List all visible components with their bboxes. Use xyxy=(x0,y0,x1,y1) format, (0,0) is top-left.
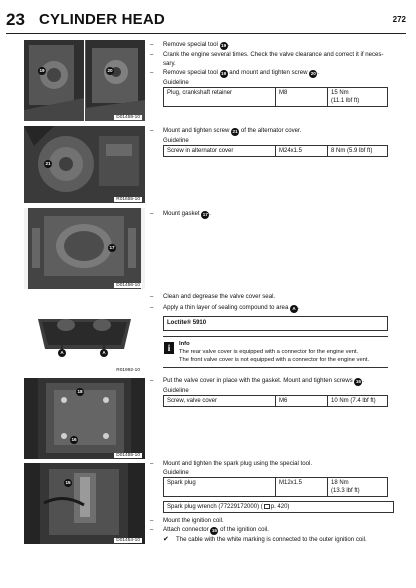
spec-table xyxy=(163,395,388,407)
spec-table xyxy=(163,145,388,157)
sealant-product: Loctite® 5910 xyxy=(163,316,388,331)
info-line: The rear valve cover is equipped with a connector for the engine vent. xyxy=(179,349,359,355)
spec-table xyxy=(163,87,388,107)
guideline-label: Guideline xyxy=(163,79,189,86)
page-reference-icon xyxy=(264,504,270,509)
step-attach-connector: – Attach connector 15 of the ignition coil. xyxy=(150,526,269,533)
figure-code: R01655-10 xyxy=(116,197,140,202)
callout-ref-17: 17 xyxy=(202,212,208,217)
dash-bullet: – xyxy=(150,517,154,524)
callout-ref-20: 20 xyxy=(310,71,316,76)
callout-ref-a: A xyxy=(290,305,298,313)
spec-item: Screw, valve cover xyxy=(164,396,276,407)
step-mount-screw-21: – Mount and tighten screw 21 of the alternator cover. xyxy=(150,127,302,134)
dash-bullet: – xyxy=(150,377,154,384)
info-box xyxy=(163,336,388,368)
step-mount-screw: – Remove special tool 19 and mount and tighten screw 20. xyxy=(150,69,319,76)
header-rule xyxy=(6,33,406,34)
spec-thread: M8 xyxy=(276,88,328,107)
spec-torque: 8 Nm (5.9 lbf ft) xyxy=(328,146,388,157)
guideline-label: Guideline xyxy=(163,137,189,144)
section-alternator-cover xyxy=(150,126,400,157)
spec-torque: 10 Nm (7.4 lbf ft) xyxy=(328,396,388,407)
step-remove-tool: – Remove special tool 19. xyxy=(150,41,230,48)
callout-20: 20 xyxy=(107,68,113,73)
spec-torque: 15 Nm (11.1 lbf ft) xyxy=(328,88,388,107)
callout-15: 15 xyxy=(65,480,71,485)
step-mount-spark-plug: – Mount and tighten the spark plug using the special tool. xyxy=(150,460,313,467)
figure-spark-plug xyxy=(24,463,145,544)
step-crank-engine: – Crank the engine several times. Check the valve clearance and correct it if neces- sary. xyxy=(150,51,384,67)
info-title: Info xyxy=(179,341,190,347)
step-place-valve-cover: – Put the valve cover in place with the gasket. Mount and tighten screws 16. xyxy=(150,377,365,384)
callout-18: 18 xyxy=(77,389,83,394)
dash-bullet: – xyxy=(150,69,154,76)
callout-17: 17 xyxy=(109,245,115,250)
spec-thread: M12x1.5 xyxy=(276,478,328,497)
callout-19: 19 xyxy=(39,68,45,73)
section-spark-plug xyxy=(150,459,400,544)
callout-a-left: A xyxy=(58,349,66,357)
spec-torque: 18 Nm (13.3 lbf ft) xyxy=(328,478,388,497)
guideline-label: Guideline xyxy=(163,387,189,394)
page-reference[interactable]: p. 420) xyxy=(270,504,290,510)
callout-a-right: A xyxy=(100,349,108,357)
info-line: The front valve cover is not equipped with a connector for the engine vent. xyxy=(179,357,370,363)
callout-21: 21 xyxy=(45,161,51,166)
special-tool: Spark plug wrench (77229172000) ( p. 420) xyxy=(164,502,394,513)
section-valve-cover-mount xyxy=(150,376,400,407)
section-gasket xyxy=(150,209,400,219)
spec-table xyxy=(163,477,388,497)
dash-bullet: – xyxy=(150,41,154,48)
figure-alternator-cover xyxy=(24,126,145,203)
callout-16: 16 xyxy=(71,437,77,442)
figure-gasket xyxy=(24,208,145,289)
figure-code: R01992-10 xyxy=(116,368,140,373)
step-clean-seal: – Clean and degrease the valve cover seal. xyxy=(150,293,276,300)
section-valve-cover-seal xyxy=(150,292,400,368)
figure-code: D01456-10 xyxy=(116,283,140,288)
figure-valve-cover-screws xyxy=(24,378,145,459)
chapter-number: 23 xyxy=(6,10,25,29)
section-crankshaft xyxy=(150,40,400,107)
callout-ref-15: 15 xyxy=(211,528,217,533)
step-mount-gasket: – Mount gasket 17. xyxy=(150,210,211,217)
check-icon: ✔ xyxy=(163,536,169,543)
figure-code: D01459-10 xyxy=(116,115,140,120)
figure-valve-cover-seal xyxy=(24,293,145,374)
page-header xyxy=(6,10,408,30)
chapter-title: CYLINDER HEAD xyxy=(39,11,165,28)
step-apply-sealant: – Apply a thin layer of sealing compound to area A . xyxy=(150,304,300,311)
spec-item: Spark plug xyxy=(164,478,276,497)
spec-thread: M6 xyxy=(276,396,328,407)
info-icon: i xyxy=(164,342,174,354)
figure-code: D01455-10 xyxy=(116,453,140,458)
spec-item: Plug, crankshaft retainer xyxy=(164,88,276,107)
step-mount-ignition-coil: – Mount the ignition coil. xyxy=(150,517,224,524)
dash-bullet: – xyxy=(150,460,154,467)
callout-ref-16: 16 xyxy=(355,379,361,384)
spec-thread: M24x1.5 xyxy=(276,146,328,157)
dash-bullet: – xyxy=(150,127,154,134)
dash-bullet: – xyxy=(150,304,154,311)
check-result: ✔ The cable with the white marking is connected to the outer ignition coil. xyxy=(163,536,367,543)
dash-bullet: – xyxy=(150,293,154,300)
spec-item: Screw in alternator cover xyxy=(164,146,276,157)
figure-code: D01454-10 xyxy=(116,538,140,543)
callout-ref-21: 21 xyxy=(232,129,238,134)
guideline-label: Guideline xyxy=(163,469,189,476)
tool-table xyxy=(163,501,394,513)
page-number: 272 xyxy=(392,15,406,24)
callout-ref-19: 19 xyxy=(221,71,227,76)
dash-bullet: – xyxy=(150,210,154,217)
callout-ref-19: 19 xyxy=(221,43,227,48)
dash-bullet: – xyxy=(150,51,154,58)
dash-bullet: – xyxy=(150,526,154,533)
figure-crankshaft-plug xyxy=(24,40,145,121)
